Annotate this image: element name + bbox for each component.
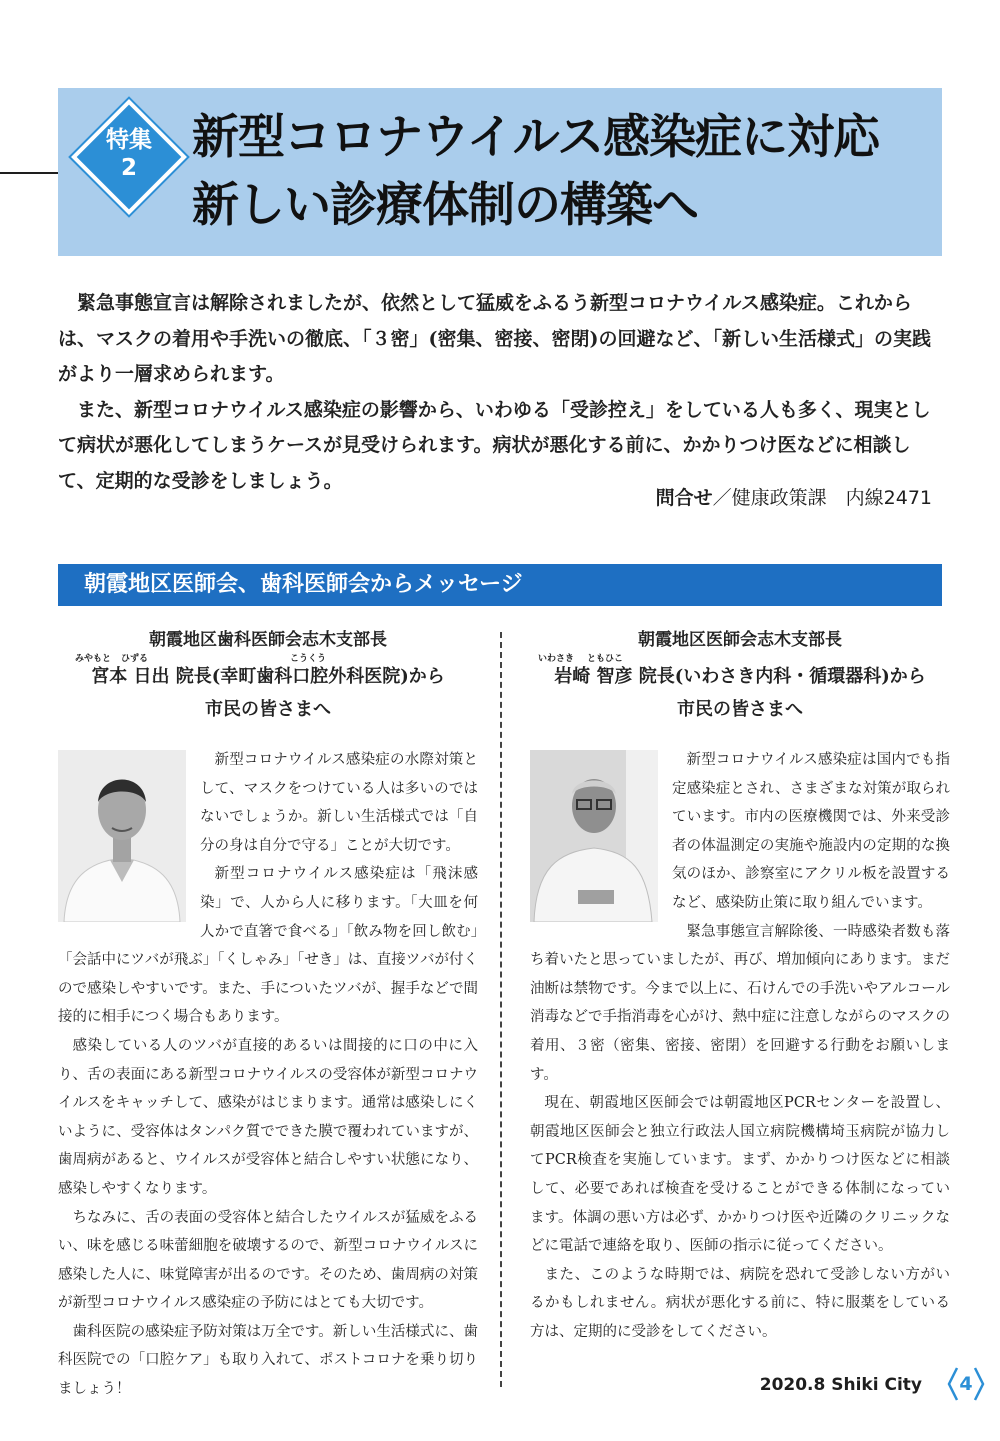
doctor-addressee: 市民の皆さまへ [677, 699, 803, 720]
page-number [945, 1366, 987, 1402]
ruby-miyamoto: みやもと [75, 654, 112, 664]
issue-label: 2020.8 Shiki City [759, 1375, 922, 1395]
ruby-hizuru: ひずる [121, 654, 149, 664]
feature-badge [76, 126, 182, 182]
lead-paragraph-2: また、新型コロナウイルス感染症の影響から、いわゆる「受診控え」をしている人も多く、現実として病状が悪化してしまうケースが見受けられます。病状が悪化する前に、かかりつけ医などに相談して、定期的な受診をしましょう。 [58, 398, 931, 492]
doctor-message-body [530, 746, 950, 1346]
badge-label: 特集 [106, 127, 152, 153]
feature-title [192, 104, 932, 240]
dentist-name-ruby [58, 654, 478, 665]
doctor-heading [530, 628, 950, 722]
photo-spacer [58, 746, 200, 946]
dentist-paragraph-2: 新型コロナウイルス感染症は「飛沫感染」で、人から人に移ります。「大皿を何人かで直箸で食べる」「飲み物を回し飲む」「会話中にツバが飛ぶ」「くしゃみ」「せき」は、直接ツバが付くので感染しやすいです。また、手についたツバが、握手などで間接的に相手につく場合もあります。 [58, 866, 478, 1026]
badge-number: 2 [120, 155, 137, 181]
dentist-paragraph-3: 感染している人のツバが直接的あるいは間接的に口の中に入り、舌の表面にある新型コロナウイルスの受容体が新型コロナウイルスをキャッチして、感染がはじまります。通常は感染しにくいように、受容体はタンパク質でできた膜で覆われていますが、歯周病があると、ウイルスが受容体と結合しやすい状態になり、感染しやすくなります。 [58, 1037, 478, 1197]
contact-text: ／健康政策課 内線2471 [712, 487, 932, 509]
dentist-addressee: 市民の皆さまへ [205, 699, 331, 720]
ruby-iwasaki: いわさき [538, 654, 575, 664]
contact-info [656, 483, 932, 510]
doctor-name-ruby [530, 654, 950, 665]
dentist-paragraph-5: 歯科医院の感染症予防対策は万全です。新しい生活様式に、歯科医院での「口腔ケア」も取り入れて、ポストコロナを乗り切りましょう！ [58, 1323, 478, 1398]
lead-text [58, 286, 942, 499]
section-title-bar: 朝霞地区医師会、歯科医師会からメッセージ [58, 564, 942, 606]
doctor-name: 岩崎 智彦 院長(いわさき内科・循環器科)から [554, 666, 926, 687]
doctor-paragraph-4: また、このような時期では、病院を恐れて受診しない方がいるかもしれません。病状が悪化する前に、特に服薬をしている方は、定期的に受診をしてください。 [530, 1266, 950, 1340]
doctor-message-column [530, 628, 950, 1340]
page-number-value: 4 [959, 1373, 973, 1395]
dentist-org: 朝霞地区歯科医師会志木支部長 [149, 630, 387, 650]
dentist-name: 宮本 日出 院長(幸町歯科口腔外科医院)から [91, 666, 445, 687]
doctor-paragraph-3: 現在、朝霞地区医師会では朝霞地区PCRセンターを設置し、朝霞地区医師会と独立行政法人国立病院機構埼玉病院が協力してPCR検査を実施しています。まず、かかりつけ医などに相談して、必要であれば検査を受けることができる体制になっています。体調の悪い方は必ず、かかりつけ医や近隣のクリニックなどに電話で連絡を取り、医師の指示に従ってください。 [530, 1095, 950, 1255]
title-line-2: 新しい診療体制の構築へ [192, 178, 698, 233]
doctor-paragraph-2: 緊急事態宣言解除後、一時感染者数も落ち着いたと思っていましたが、再び、増加傾向にあります。まだ油断は禁物です。今まで以上に、石けんでの手洗いやアルコール消毒などで手指消毒を心がけ、熱中症に注意しながらのマスクの着用、３密（密集、密接、密閉）を回避する行動をお願いします。 [530, 923, 950, 1083]
ruby-tomohiko: ともひこ [587, 654, 624, 664]
ruby-koukuu: こうくう [290, 654, 327, 664]
dentist-heading [58, 628, 478, 722]
dentist-message-column [58, 628, 478, 1398]
contact-label: 問合せ [655, 487, 713, 509]
dentist-paragraph-4: ちなみに、舌の表面の受容体と結合したウイルスが猛威をふるい、味を感じる味蕾細胞を破壊するので、新型コロナウイルスに感染した人に、味覚障害が出るのです。そのため、歯周病の対策が新型コロナウイルス感染症の予防にはとても大切です。 [58, 1209, 478, 1312]
column-divider [500, 632, 502, 1387]
dentist-paragraph-1: 新型コロナウイルス感染症の水際対策として、マスクをつけている人は多いのではないでしょうか。新しい生活様式では「自分の身は自分で守る」ことが大切です。 [200, 752, 478, 854]
lead-paragraph-1: 緊急事態宣言は解除されましたが、依然として猛威をふるう新型コロナウイルス感染症。これからは、マスクの着用や手洗いの徹底、「３密」(密集、密接、密閉)の回避など、「新しい生活様式」の実践がより一層求められます。 [58, 292, 931, 385]
left-rule-line [0, 172, 58, 174]
dentist-message-body [58, 746, 478, 1404]
doctor-org: 朝霞地区医師会志木支部長 [638, 630, 842, 650]
doctor-paragraph-1: 新型コロナウイルス感染症は国内でも指定感染症とされ、さまざまな対策が取られています。市内の医療機関では、外来受診者の体温測定の実施や施設内の定期的な換気のほか、診察室にアクリル板を設置するなど、感染防止策に取り組んでいます。 [672, 752, 950, 911]
title-line-1: 新型コロナウイルス感染症に対応 [192, 110, 880, 165]
photo-spacer [530, 746, 672, 942]
